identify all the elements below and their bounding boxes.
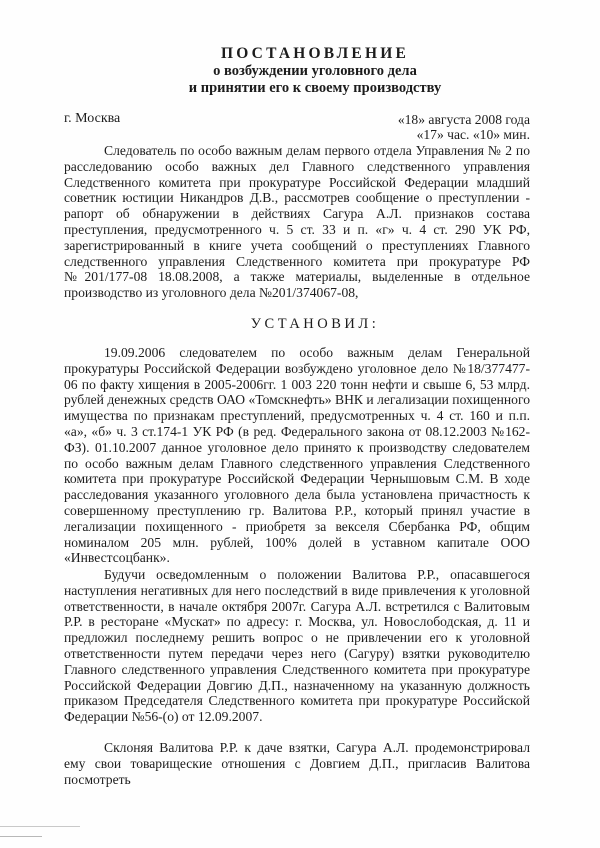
body-paragraph: 19.09.2006 следователем по особо важным делам Генеральной прокуратуры Российской Федерации возбуждено уголовное дело №18/377477-06 по факту хищения в 2005-2006гг. 1 003 220 тонн нефти и свыше 6, 53 млрд. рублей денежных средств ОАО «Томскнефть» ВНК и легализации похищенного имущества по признакам преступлений, предусмотренных ч. 4 ст. 160 и п.п. «а», «б» ч. 3 ст.174-1 УК РФ (в ред. Федерального закона от 08.12.2003 №162-ФЗ). 01.10.2007 данное уголовное дело принято к производству следователем по особо важным делам Главного следственного управления Следственного комитета при прокуратуре Российской Федерации Чернышовым С.М. В ходе расследования указанного уголовного дела была установлена причастность к совершенному преступлению гр. Валитова Р.Р., который принял участие в легализации похищенного - приобретя за векселя Сбербанка РФ, общим номиналом 205 млн. рублей, 100% долей в уставном капитале ООО «Инвестсоцбанк». (64, 345, 530, 566)
document-subtitle-line-2: и принятии его к своему производству (188, 80, 442, 96)
document-title: ПОСТАНОВЛЕНИЕ (220, 45, 410, 62)
document-city: г. Москва (64, 111, 121, 126)
intro-paragraph: Следователь по особо важным делам первого отдела Управления № 2 по расследованию особо важных дел Главного следственного управления Следственного комитета при прокуратуре Российской Федерации младший советник юстиции Никандров Д.В., рассмотрев сообщение о преступлении - рапорт об обнаружении в действиях Сагура А.Л. признаков состава преступления, предусмотренного ч. 5 ст. 33 и п. «г» ч. 4 ст. 290 УК РФ, зарегистрированный в книге учета сообщений о преступлениях Главного следственного управления Следственного комитета при прокуратуре РФ №201/177-08 18.08.2008, а также материалы, выделенные в отдельное производство из уголовного дела №201/374067-08, (64, 143, 530, 301)
document-header (0, 44, 600, 97)
section-heading: УСТАНОВИЛ: (250, 316, 380, 332)
document-subtitle-line-1: о возбуждении уголовного дела (213, 63, 417, 79)
scan-artifact-line (0, 826, 80, 827)
scan-artifact-line (0, 836, 42, 837)
document-date: «18» августа 2008 года (397, 112, 530, 127)
document-date-block (398, 112, 530, 142)
body-paragraph: Будучи осведомленным о положении Валитова Р.Р., опасавшегося наступления негативных для него последствий в виде привлечения к уголовной ответственности, в начале октября 2007г. Сагура А.Л. встретился с Валитовым Р.Р. в ресторане «Мускат» по адресу: г. Москва, ул. Новослободская, д. 11 и предложил последнему решить вопрос о не привлечении его к уголовной ответственности путем передачи через него (Сагуру) взятки руководителю Главного следственного управления Следственного комитета при прокуратуре Российской Федерации Довгию Д.П., назначенному на указанную должность приказом Председателя Следственного комитета при прокуратуре Российской Федерации №56-(о) от 12.09.2007. (64, 567, 530, 725)
body-paragraph: Склоняя Валитова Р.Р. к даче взятки, Сагура А.Л. продемонстрировал ему свои товарищеские отношения с Довгием Д.П., пригласив Валитова посмотреть (64, 740, 530, 787)
document-time: «17» час. «10» мин. (416, 127, 530, 142)
